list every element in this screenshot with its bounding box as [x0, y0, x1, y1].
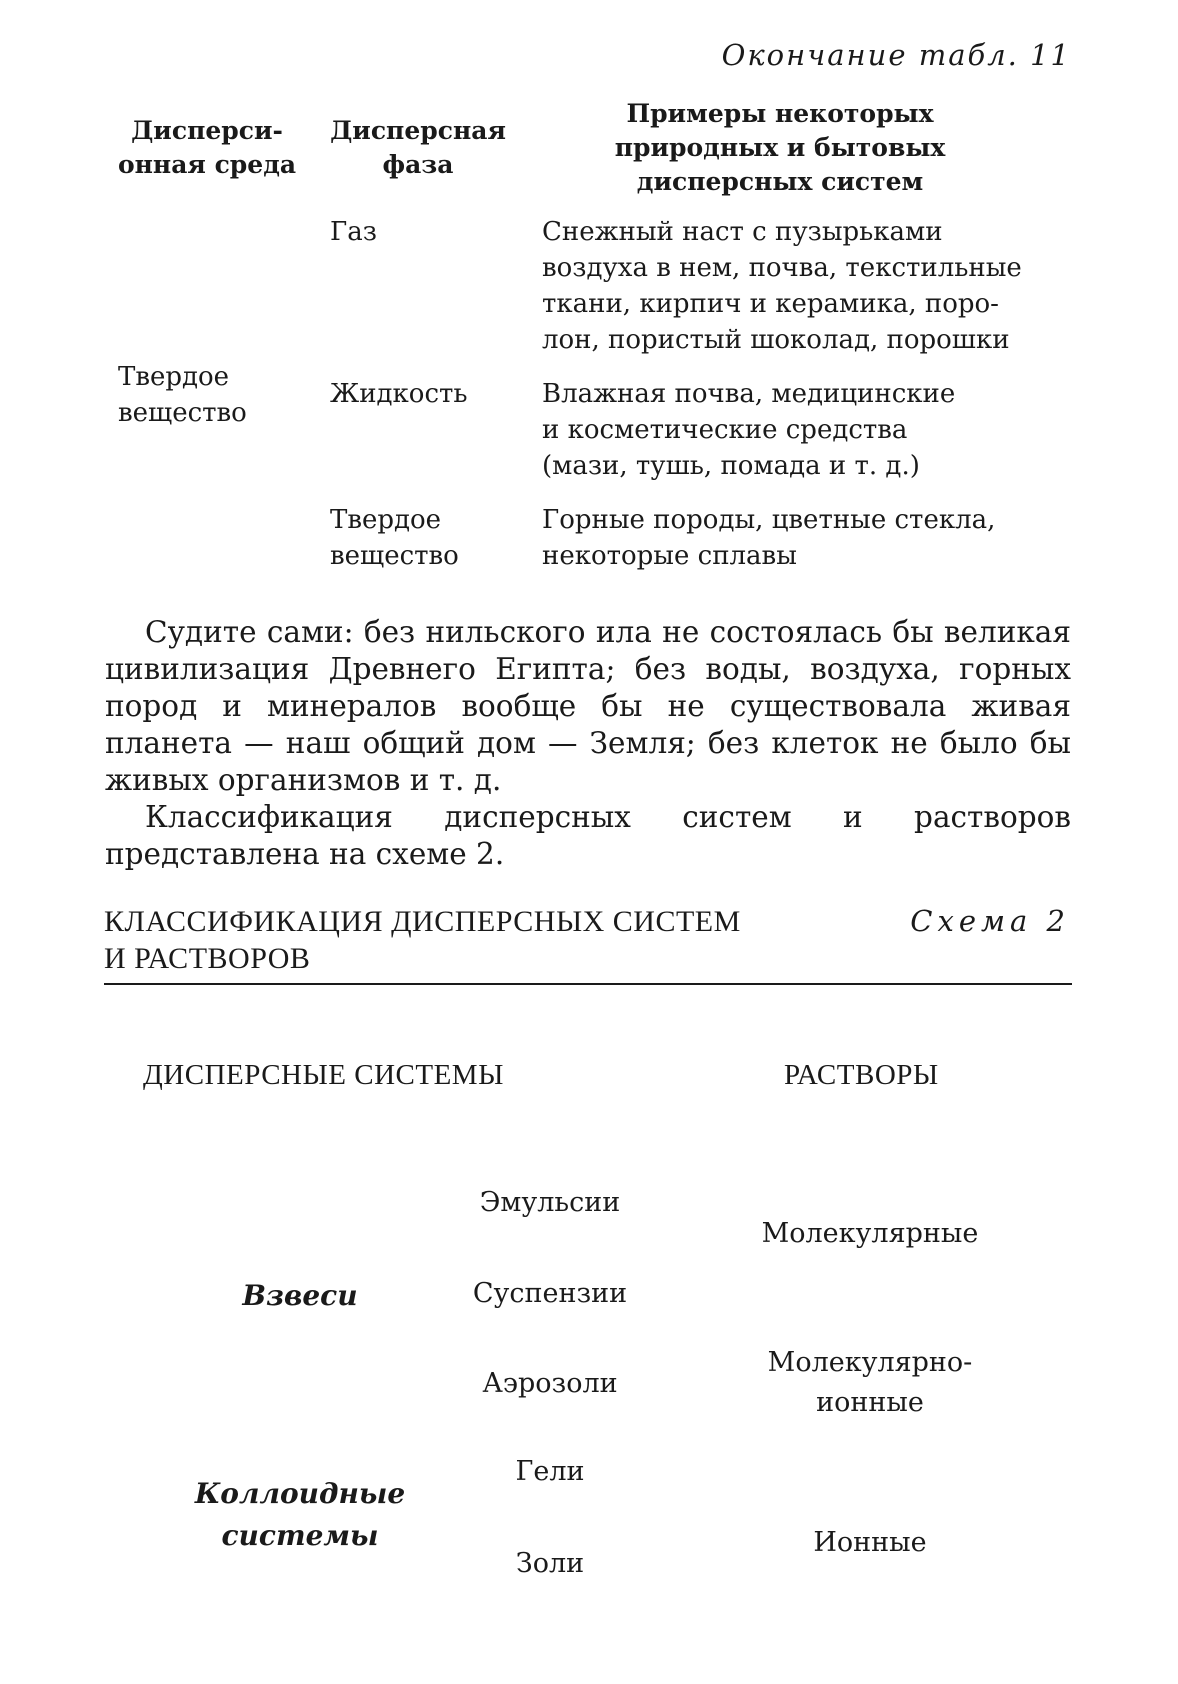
title-line: И РАСТВОРОВ — [104, 942, 311, 975]
group-line: системы — [221, 1519, 379, 1552]
solution-line: Молекулярно- — [767, 1347, 973, 1378]
scheme-title — [104, 903, 804, 977]
type-aerosols: Аэрозоли — [482, 1368, 618, 1399]
scheme-label: Схема 2 — [910, 904, 1070, 938]
cell-line: лон, пористый шоколад, порошки — [542, 325, 1010, 355]
cell-line: воздуха в нем, почва, текстильные — [542, 253, 1022, 283]
group-suspensions: Взвеси — [242, 1279, 358, 1312]
cell-line: ткани, кирпич и керамика, поро- — [542, 289, 999, 319]
row-3-phase — [330, 502, 459, 574]
cell-line: Жидкость — [330, 379, 468, 409]
header-line: фаза — [382, 150, 454, 179]
cell-line: Снежный наст с пузырьками — [542, 217, 943, 247]
solution-ionic: Ионные — [813, 1527, 927, 1558]
cell-line: Влажная почва, медицинские — [542, 379, 956, 409]
row-1-examples — [542, 214, 1022, 358]
cell-line: некоторые сплавы — [542, 541, 797, 571]
solution-molecular: Молекулярные — [761, 1218, 979, 1249]
group-line: Коллоидные — [194, 1477, 406, 1510]
cell-line: Горные породы, цветные стекла, — [542, 505, 996, 535]
title-line: КЛАССИФИКАЦИЯ ДИСПЕРСНЫХ СИСТЕМ — [104, 905, 741, 938]
cell-line: (мази, тушь, помада и т. д.) — [542, 451, 920, 481]
medium-value — [118, 359, 247, 431]
row-3-examples — [542, 502, 995, 574]
header-examples — [560, 97, 1000, 199]
header-line: Дисперсная — [330, 116, 506, 145]
row-2-phase — [330, 376, 468, 412]
header-dispersed-phase — [318, 114, 518, 182]
dispersed-systems-header: ДИСПЕРСНЫЕ СИСТЕМЫ — [143, 1059, 504, 1091]
row-1-phase — [330, 214, 377, 250]
type-emulsions: Эмульсии — [479, 1187, 621, 1218]
cell-line: вещество — [118, 398, 247, 428]
paragraph-2: Классификация дисперсных систем и растворов представлена на схеме 2. — [105, 800, 1071, 871]
paragraph-1: Судите сами: без нильского ила не состоялась бы великая цивилизация Древнего Египта; без воды, воздуха, горных пород и минералов вообще бы не существовала живая планета — наш общий дом — Земля; без клеток не было бы живых организмов и т. д. — [105, 615, 1071, 797]
body-text — [105, 614, 1071, 873]
type-gels: Гели — [515, 1456, 585, 1487]
header-line: дисперсных систем — [636, 167, 924, 196]
cell-line: Твердое — [118, 362, 230, 392]
type-sols: Золи — [515, 1548, 585, 1579]
solution-molecular-ionic — [735, 1343, 1005, 1423]
header-line: Дисперси- — [131, 116, 283, 145]
cell-line: и косметические средства — [542, 415, 908, 445]
cell-line: Твердое — [330, 505, 442, 535]
row-2-examples — [542, 376, 955, 484]
header-line: онная среда — [117, 150, 297, 179]
header-line: природных и бытовых — [614, 133, 946, 162]
header-line: Примеры некоторых — [626, 99, 934, 128]
cell-line: Газ — [330, 217, 377, 247]
type-suspensions: Суспензии — [472, 1278, 628, 1309]
heading-divider — [104, 983, 1072, 985]
solution-line: ионные — [816, 1387, 924, 1418]
table-continuation-label: Окончание табл. 11 — [721, 38, 1071, 72]
header-dispersion-medium — [112, 114, 302, 182]
solutions-header: РАСТВОРЫ — [784, 1059, 939, 1091]
group-colloids — [180, 1473, 420, 1557]
cell-line: вещество — [330, 541, 459, 571]
